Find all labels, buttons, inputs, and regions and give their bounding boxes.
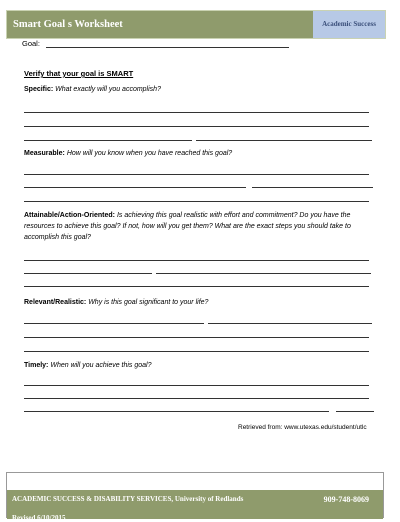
retrieved-from-note: Retrieved from: www.utexas.edu/student/utlc <box>238 424 367 431</box>
footer-revised-date: Revised 6/10/2015 <box>12 514 66 522</box>
answer-line[interactable] <box>24 140 192 141</box>
question-timely <box>24 360 374 371</box>
page-footer <box>6 472 384 522</box>
answer-line[interactable] <box>24 398 369 399</box>
footer-phone: 909-748-8069 <box>323 495 369 504</box>
question-attainable <box>24 210 374 243</box>
question-label: Measurable: <box>24 150 65 157</box>
answer-line[interactable] <box>24 112 369 113</box>
answer-line[interactable] <box>252 187 373 188</box>
question-label: Relevant/Realistic: <box>24 299 87 306</box>
question-label: Timely: <box>24 362 49 369</box>
question-label: Specific: <box>24 86 54 93</box>
verify-heading: Verify that your goal is SMART <box>24 69 134 78</box>
answer-line[interactable] <box>24 337 369 338</box>
question-text: What exactly will you accomplish? <box>55 86 161 93</box>
answer-line[interactable] <box>24 286 369 287</box>
answer-line[interactable] <box>208 323 372 324</box>
answer-line[interactable] <box>24 385 369 386</box>
footer-bar <box>7 490 383 522</box>
answer-line[interactable] <box>336 411 374 412</box>
question-text: When will you achieve this goal? <box>50 362 152 369</box>
answer-line[interactable] <box>24 351 369 352</box>
question-relevant <box>24 297 374 308</box>
answer-line[interactable] <box>156 273 371 274</box>
answer-line[interactable] <box>24 411 329 412</box>
goal-label: Goal: <box>22 39 40 48</box>
answer-line[interactable] <box>24 260 369 261</box>
answer-line[interactable] <box>196 140 372 141</box>
worksheet-header <box>6 10 386 39</box>
answer-line[interactable] <box>24 187 246 188</box>
question-specific <box>24 84 374 95</box>
worksheet-title: Smart Goal s Worksheet <box>7 11 313 38</box>
question-label: Attainable/Action-Oriented: <box>24 212 116 219</box>
answer-line[interactable] <box>24 323 204 324</box>
header-tag: Academic Success <box>313 11 385 38</box>
question-text: How will you know when you have reached this goal? <box>66 150 233 157</box>
footer-organization: ACADEMIC SUCCESS & DISABILITY SERVICES, University of Redlands <box>12 495 244 503</box>
goal-row <box>22 39 289 48</box>
question-text: Why is this goal significant to your life? <box>88 299 209 306</box>
answer-line[interactable] <box>24 126 369 127</box>
answer-line[interactable] <box>24 273 152 274</box>
question-text: Is achieving this goal realistic with effort and commitment? Do you have the resources to achieve this goal? If not, how will you get them? What are the exact steps you should take to accomplish this goal? <box>24 212 351 241</box>
goal-answer-line[interactable] <box>46 39 289 48</box>
answer-line[interactable] <box>24 201 369 202</box>
answer-line[interactable] <box>24 174 369 175</box>
question-measurable <box>24 148 374 159</box>
